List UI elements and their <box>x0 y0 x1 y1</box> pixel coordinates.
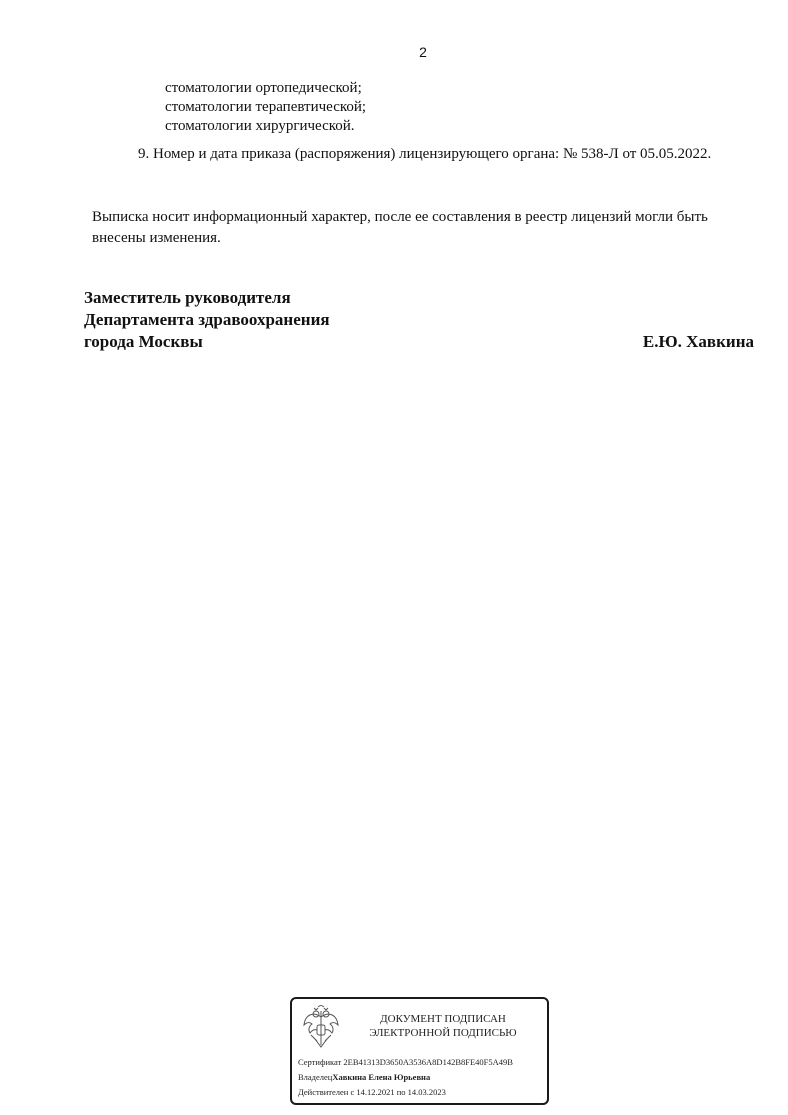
signer-name: Е.Ю. Хавкина <box>642 332 754 351</box>
stamp-details <box>298 1055 513 1100</box>
stamp-title-line: ДОКУМЕНТ ПОДПИСАН <box>380 1013 506 1025</box>
certificate-value: 2EB41313D3650A3536A8D142B8FE40F5A49B <box>343 1057 513 1067</box>
owner-value: Хавкина Елена Юрьевна <box>332 1072 431 1082</box>
electronic-signature-stamp <box>290 997 549 1105</box>
owner-label: Владелец <box>298 1072 333 1082</box>
owner-line <box>298 1070 513 1085</box>
certificate-line <box>298 1055 513 1070</box>
specialty-item: стоматологии ортопедической; <box>165 80 362 96</box>
stamp-title-line: ЭЛЕКТРОННОЙ ПОДПИСЬЮ <box>369 1027 517 1039</box>
validity-line: Действителен с 14.12.2021 по 14.03.2023 <box>298 1087 446 1097</box>
specialty-item: стоматологии терапевтической; <box>165 99 367 115</box>
page-number: 2 <box>419 44 427 60</box>
specialty-list <box>165 79 366 136</box>
order-number-item: 9. Номер и дата приказа (распоряжения) лицензирующего органа: № 538-Л от 05.05.2022. <box>138 146 712 162</box>
signer-position-line: города Москвы <box>84 332 203 351</box>
signer-position <box>84 287 330 353</box>
russian-coat-of-arms-icon <box>301 1005 341 1051</box>
signer-position-line: Департамента здравоохранения <box>84 310 330 329</box>
certificate-label: Сертификат <box>298 1057 342 1067</box>
specialty-item: стоматологии хирургической. <box>165 118 355 134</box>
stamp-title <box>348 1012 538 1040</box>
signer-position-line: Заместитель руководителя <box>84 288 291 307</box>
informational-notice: Выписка носит информационный характер, после ее составления в реестр лицензий могли быть внесены изменения. <box>92 209 708 246</box>
